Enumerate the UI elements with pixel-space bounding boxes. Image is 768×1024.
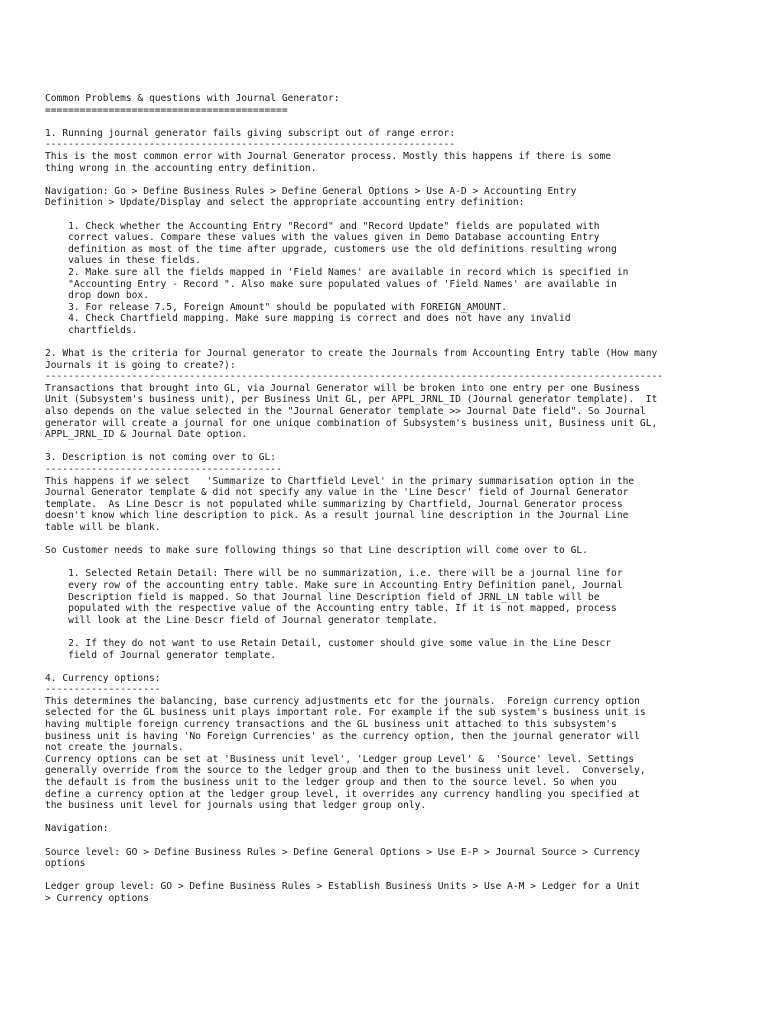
text-line: 2. Make sure all the fields mapped in 'Field Names' are available in record which is specified in: [45, 266, 629, 278]
text-line: [45, 116, 745, 128]
text-line: Currency options can be set at 'Business unit level', 'Ledger group Level' & 'Source' level. Settings: [45, 753, 635, 765]
text-line: will look at the Line Descr field of Journal generator template.: [45, 614, 438, 626]
text-line: table will be blank.: [45, 521, 161, 533]
text-line: Navigation: Go > Define Business Rules > Define General Options > Use A-D > Accounting Entry: [45, 185, 577, 197]
text-line: not create the journals.: [45, 742, 184, 754]
text-line: Journals it is going to create?):: [45, 359, 236, 371]
text-line: template. As Line Descr is not populated while summarizing by Chartfield, Journal Generator process: [45, 498, 623, 510]
text-line: 3. For release 7.5, Foreign Amount" should be populated with FOREIGN_AMOUNT.: [45, 301, 508, 313]
text-line: chartfields.: [45, 324, 138, 336]
text-line: generally override from the source to the ledger group and then to the business unit level. Conversely,: [45, 765, 646, 777]
text-line: business unit is having 'No Foreign Currencies' as the currency option, then the journal generator will: [45, 730, 640, 742]
text-line: thing wrong in the accounting entry definition.: [45, 162, 317, 174]
text-line: [45, 336, 745, 348]
text-line: [45, 812, 745, 824]
text-line: doesn't know which line description to pick. As a result journal line description in the Journal Line: [45, 510, 629, 522]
text-line: the default is from the business unit to the ledger group and then to the source level. So when you: [45, 777, 617, 789]
text-line: --------------------: [45, 684, 161, 696]
text-line: having multiple foreign currency transactions and the GL business unit attached to this subsystem's: [45, 719, 617, 731]
text-line: drop down box.: [45, 290, 149, 302]
text-line: So Customer needs to make sure following things so that Line description will come over to GL.: [45, 545, 588, 557]
text-line: This is the most common error with Journal Generator process. Mostly this happens if there is some: [45, 150, 612, 162]
text-line: definition as most of the time after upgrade, customers use the old definitions resulting wrong: [45, 243, 617, 255]
text-line: populated with the respective value of the Accounting entry table. If it is not mapped, process: [45, 603, 617, 615]
text-line: also depends on the value selected in the "Journal Generator template >> Journal Date field". So Journal: [45, 406, 646, 418]
text-line: every row of the accounting entry table. Make sure in Accounting Entry Definition panel, Journal: [45, 579, 623, 591]
text-line: Common Problems & questions with Journal Generator:: [45, 93, 340, 104]
text-line: Navigation:: [45, 823, 109, 835]
text-line: 1. Check whether the Accounting Entry "Record" and "Record Update" fields are populated with: [45, 220, 600, 232]
text-line: -----------------------------------------------------------------------: [45, 139, 456, 151]
text-line: options: [45, 858, 86, 870]
text-line: 4. Currency options:: [45, 672, 161, 684]
text-line: 4. Check Chartfield mapping. Make sure mapping is correct and does not have any invalid: [45, 313, 571, 325]
text-line: [45, 870, 745, 882]
text-line: This determines the balancing, base currency adjustments etc for the journals. Foreign currency option: [45, 695, 640, 707]
text-line: "Accounting Entry - Record ". Also make sure populated values of 'Field Names' are available in: [45, 278, 617, 290]
text-line: [45, 441, 745, 453]
text-line: Unit (Subsystem's business unit), per Business Unit GL, per APPL_JRNL_ID (Journal generator template). It: [45, 394, 658, 406]
text-line: -----------------------------------------: [45, 464, 282, 475]
document-body: [45, 93, 745, 905]
text-line: [45, 557, 745, 569]
text-line: field of Journal generator template.: [45, 649, 277, 661]
text-line: 1. Selected Retain Detail: There will be no summarization, i.e. there will be a journal line for: [45, 568, 623, 580]
text-line: define a currency option at the ledger group level, it overrides any currency handling you specified at: [45, 788, 640, 800]
text-line: Source level: GO > Define Business Rules > Define General Options > Use E-P > Journal Source > Currency: [45, 846, 640, 858]
text-line: ==========================================: [45, 104, 288, 116]
text-line: APPL_JRNL_ID & Journal Date option.: [45, 429, 248, 441]
text-line: Ledger group level: GO > Define Business Rules > Establish Business Units > Use A-M > Ledger for a Unit: [45, 881, 640, 893]
text-line: 1. Running journal generator fails giving subscript out of range error:: [45, 127, 456, 139]
text-line: -----------------------------------------------------------------------------------------------------------: [45, 371, 664, 383]
text-line: Description field is mapped. So that Journal line Description field of JRNL_LN table will be: [45, 591, 600, 603]
text-line: the business unit level for journals using that ledger group only.: [45, 800, 427, 812]
text-line: values in these fields.: [45, 255, 201, 267]
text-line: correct values. Compare these values with the values given in Demo Database accounting Entry: [45, 232, 600, 244]
text-line: This happens if we select 'Summarize to Chartfield Level' in the primary summarisation option in the: [45, 475, 635, 487]
text-line: selected for the GL business unit plays important role. For example if the sub system's business unit is: [45, 707, 646, 719]
text-line: [45, 534, 745, 546]
text-line: 2. What is the criteria for Journal generator to create the Journals from Accounting Entry table (How many: [45, 348, 658, 360]
text-line: 2. If they do not want to use Retain Detail, customer should give some value in the Line Descr: [45, 637, 612, 649]
text-line: [45, 209, 745, 221]
text-line: generator will create a journal for one unique combination of Subsystem's business unit, Business unit GL,: [45, 417, 658, 429]
text-line: Transactions that brought into GL, via Journal Generator will be broken into one entry per one Business: [45, 382, 640, 394]
text-line: [45, 661, 745, 673]
text-line: [45, 626, 745, 638]
text-line: > Currency options: [45, 892, 149, 904]
text-line: Journal Generator template & did not specify any value in the 'Line Descr' field of Journal Generator: [45, 487, 629, 499]
text-line: [45, 835, 745, 847]
text-line: Definition > Update/Display and select the appropriate accounting entry definition:: [45, 197, 525, 209]
text-line: 3. Description is not coming over to GL:: [45, 452, 277, 464]
text-line: [45, 174, 745, 186]
